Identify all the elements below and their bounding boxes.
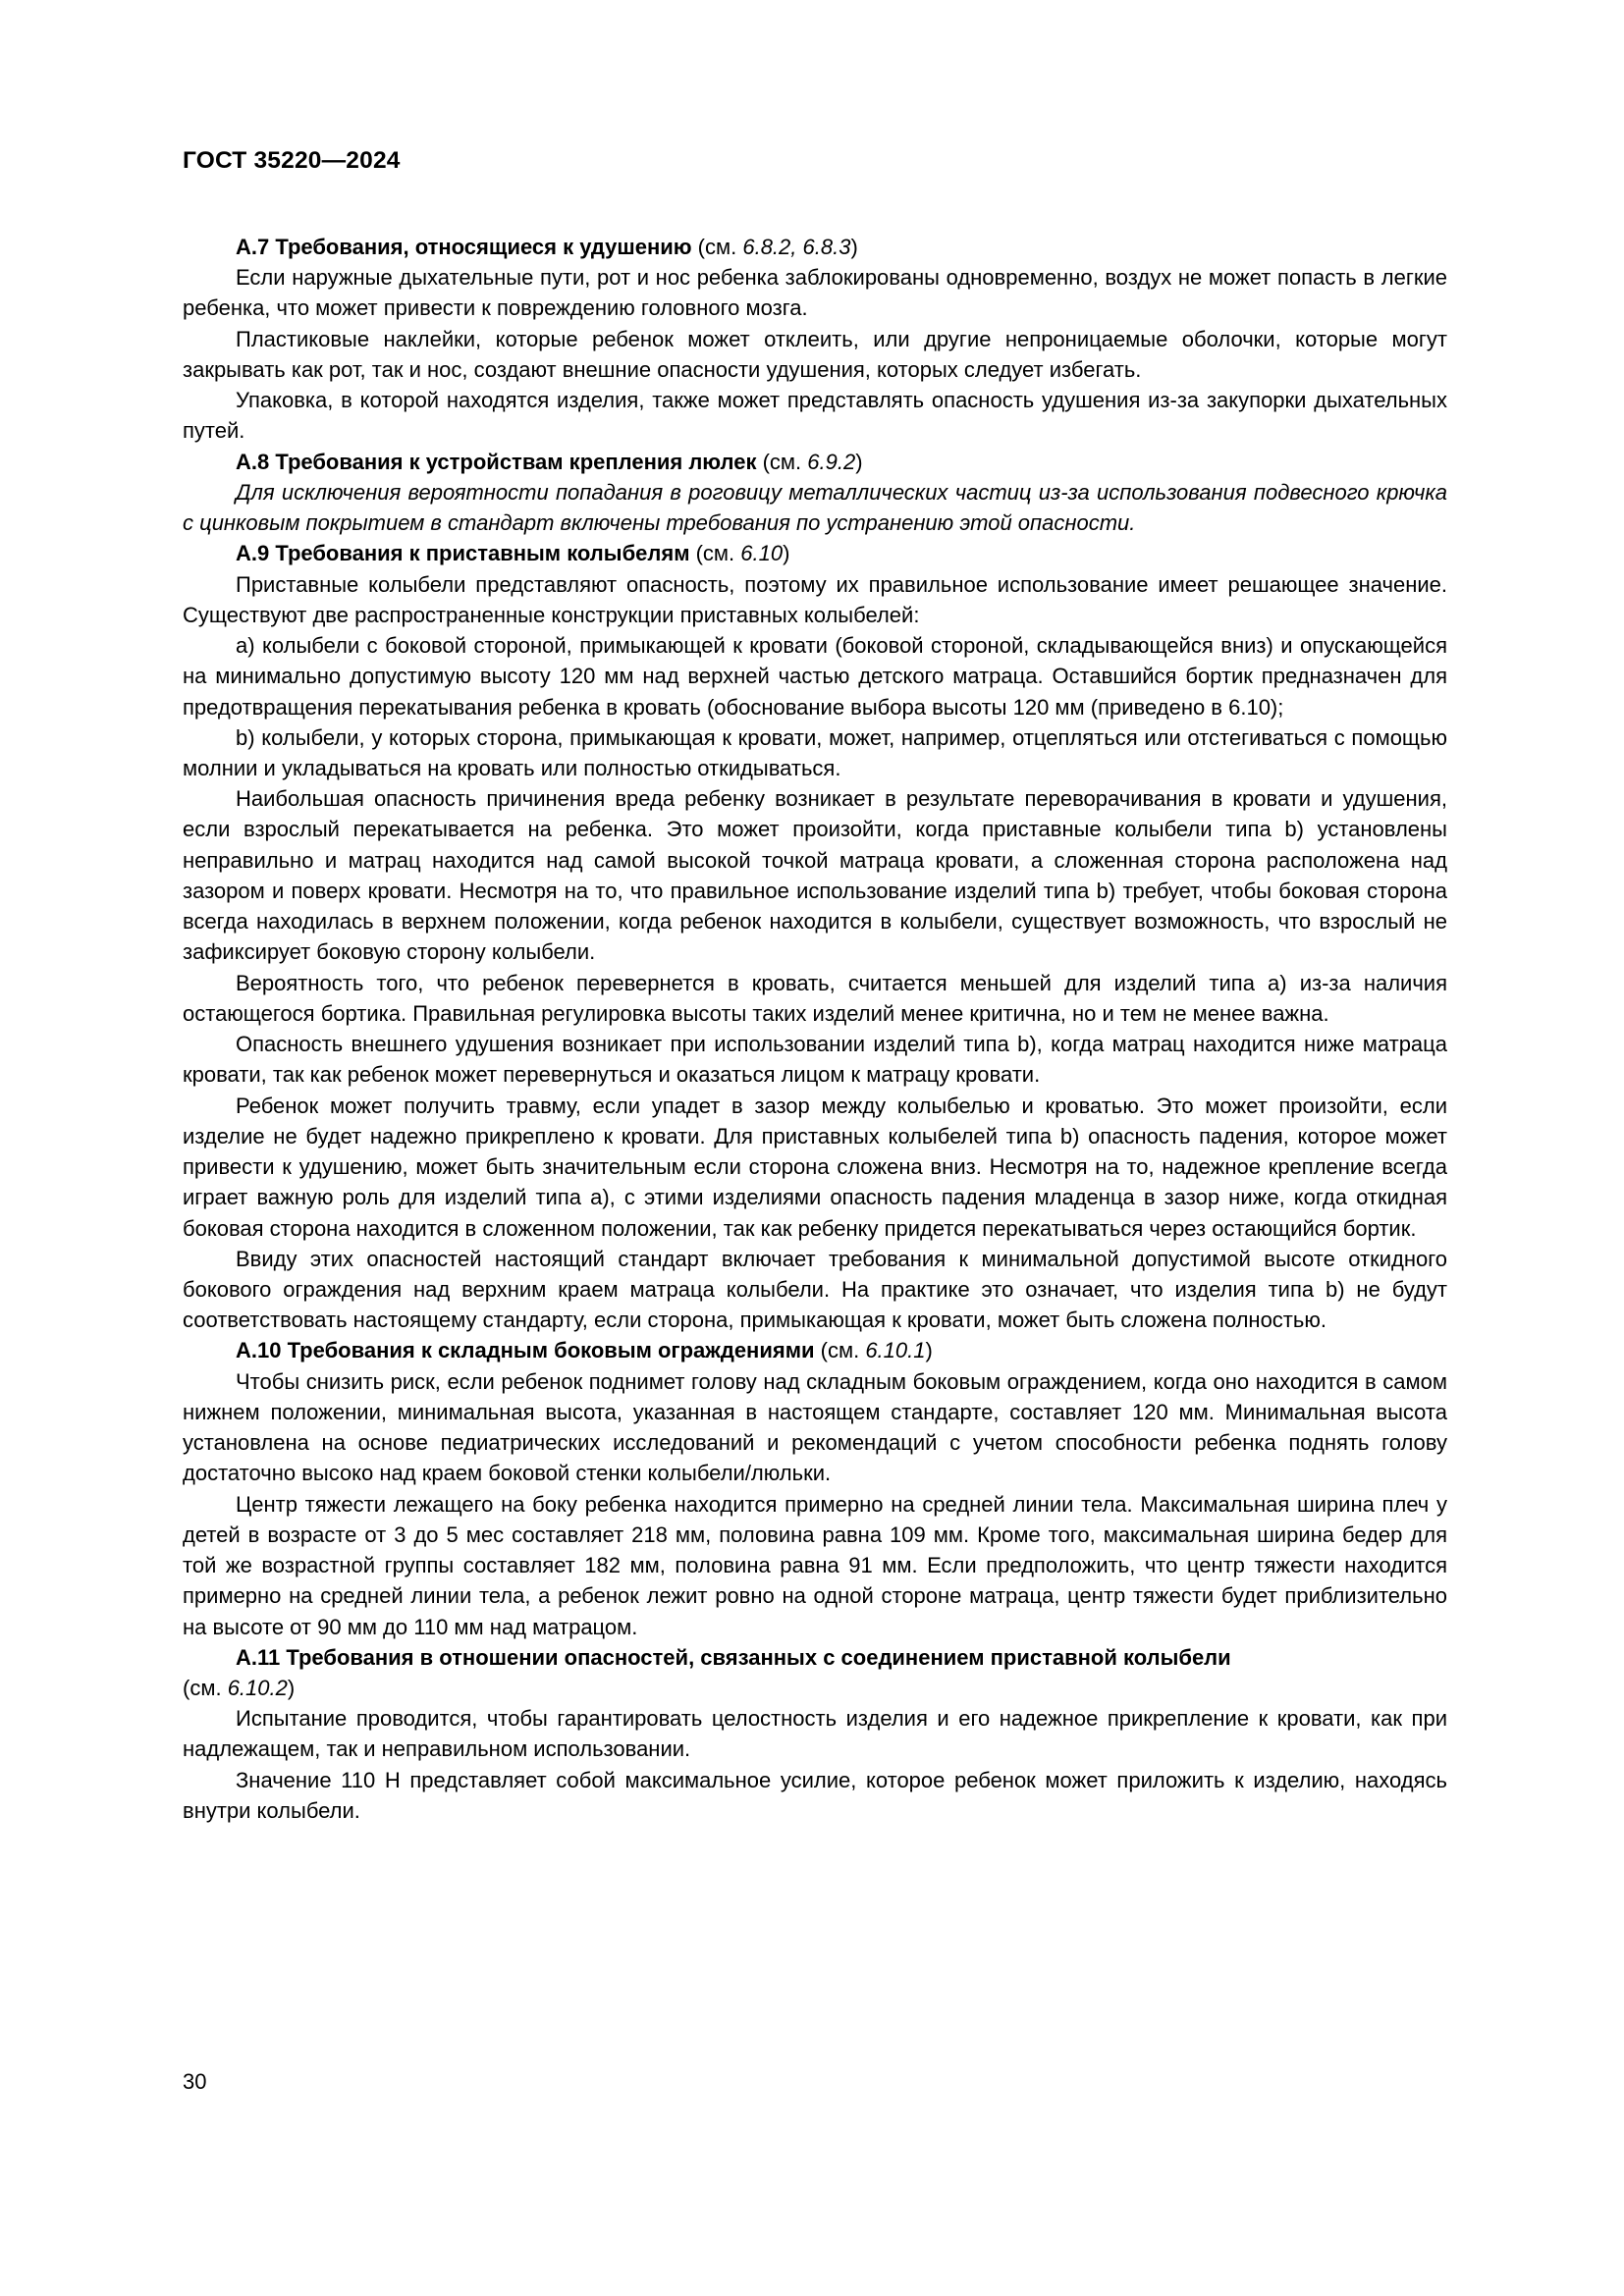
page-content (183, 147, 1447, 1826)
section-heading-a7 (183, 232, 1447, 262)
document-body (183, 232, 1447, 1826)
section-heading-a10-ref-end: ) (925, 1338, 933, 1363)
section-heading-a8-ref-end: ) (855, 449, 863, 474)
section-heading-a11-ref-end: ) (287, 1676, 296, 1701)
paragraph: Центр тяжести лежащего на боку ребенка находится примерно на средней линии тела. Максимальная ширина плеч у детей в возрасте от 3 до 5 мес составляет 218 мм, половина равна 109 мм. Кроме того, максимальная ширина бедер для той же возрастной группы составляет 182 мм, половина равна 91 мм. Если предположить, что центр тяжести находится примерно на средней линии тела, а ребенок лежит ровно на одной стороне матраца, центр тяжести будет приблизительно на высоте от 90 мм до 110 мм над матрацом. (183, 1491, 1447, 1639)
page-number: 30 (183, 2069, 207, 2094)
section-heading-a7-ref-end: ) (850, 235, 858, 259)
section-heading-a9-ref-end: ) (783, 541, 790, 566)
paragraph: b) колыбели, у которых сторона, примыкающая к кровати, может, например, отцепляться или отстегиваться с помощью молнии и укладываться на кровать или полностью откидываться. (183, 724, 1447, 780)
section-heading-a8-text: А.8 Требования к устройствам крепления люлек (236, 449, 757, 474)
paragraph: Испытание проводится, чтобы гарантировать целостность изделия и его надежное прикрепление к кровати, как при надлежащем, так и неправильном использовании. (183, 1706, 1447, 1762)
paragraph: Ввиду этих опасностей настоящий стандарт включает требования к минимальной допустимой высоте откидного бокового ограждения над верхним краем матраца колыбели. На практике это означает, что изделия типа b) не будут соответствовать настоящему стандарту, если сторона, примыкающая к кровати, может быть сложена полностью. (183, 1246, 1447, 1333)
section-heading-a11-text: А.11 Требования в отношении опасностей, связанных с соединением приставной колыбели (236, 1644, 1231, 1670)
paragraph: Ребенок может получить травму, если упадет в зазор между колыбелью и кроватью. Это может произойти, если изделие не будет надежно прикреплено к кровати. Для приставных колыбелей типа b) опасность падения, которое может привести к удушению, может быть значительным если сторона сложена вниз. Несмотря на то, надежное крепление всегда играет важную роль для изделий типа a), с этими изделиями опасность падения младенца в зазор ниже, когда откидная боковая сторона находится в сложенном положении, так как ребенку придется перекатываться через остающийся бортик. (183, 1093, 1447, 1241)
paragraph: Приставные колыбели представляют опасность, поэтому их правильное использование имеет решающее значение. Существуют две распространенные конструкции приставных колыбелей: (183, 571, 1447, 627)
paragraph: Вероятность того, что ребенок перевернется в кровать, считается меньшей для изделий типа a) из-за наличия остающегося бортика. Правильная регулировка высоты таких изделий менее критична, но и тем не менее важна. (183, 970, 1447, 1026)
paragraph: Если наружные дыхательные пути, рот и нос ребенка заблокированы одновременно, воздух не может попасть в легкие ребенка, что может привести к повреждению головного мозга. (183, 265, 1447, 321)
paragraph: Наибольшая опасность причинения вреда ребенку возникает в результате переворачивания в кровати и удушения, если взрослый перекатывается на ребенка. Это может произойти, когда приставные колыбели типа b) установлены неправильно и матрац находится над самой высокой точкой матраца кровати, а сложенная сторона расположена над зазором и поверх кровати. Несмотря на то, что правильное использование изделий типа b) требует, чтобы боковая сторона всегда находилась в верхнем положении, когда ребенок находится в колыбели, существует возможность, что взрослый не зафиксирует боковую сторону колыбели. (183, 786, 1447, 965)
section-heading-a9-ref-prefix: (см. (689, 541, 741, 566)
section-heading-a10 (183, 1335, 1447, 1365)
paragraph: Чтобы снизить риск, если ребенок поднимет голову над складным боковым ограждением, когда оно находится в самом нижнем положении, минимальная высота, указанная в настоящем стандарте, составляет 120 мм. Минимальная высота установлена на основе педиатрических исследований и рекомендаций с учетом способности ребенка поднять голову достаточно высоко над краем боковой стенки колыбели/люльки. (183, 1368, 1447, 1486)
paragraph: Упаковка, в которой находятся изделия, также может представлять опасность удушения из-за закупорки дыхательных путей. (183, 388, 1447, 444)
paragraph: a) колыбели с боковой стороной, примыкающей к кровати (боковой стороной, складывающейся вниз) и опускающейся на минимально допустимую высоту 120 мм над верхней частью детского матраца. Оставшийся бортик предназначен для предотвращения перекатывания ребенка в кровать (обоснование выбора высоты 120 мм (приведено в 6.10); (183, 633, 1447, 720)
section-heading-a7-text: А.7 Требования, относящиеся к удушению (236, 235, 692, 259)
section-heading-a9 (183, 538, 1447, 568)
section-heading-a11-ref: 6.10.2 (227, 1676, 288, 1701)
section-heading-a11 (183, 1642, 1447, 1673)
paragraph: Значение 110 Н представляет собой максимальное усилие, которое ребенок может приложить к изделию, находясь внутри колыбели. (183, 1767, 1447, 1823)
section-heading-a8 (183, 447, 1447, 477)
section-heading-a8-ref-prefix: (см. (756, 449, 808, 474)
section-heading-a9-ref: 6.10 (740, 541, 784, 566)
section-heading-a11-ref-line (183, 1673, 1447, 1703)
section-heading-a10-ref: 6.10.1 (865, 1338, 926, 1363)
section-heading-a8-ref: 6.9.2 (807, 449, 856, 474)
section-heading-a11-ref-prefix: (см. (183, 1676, 228, 1701)
section-heading-a10-ref-prefix: (см. (814, 1338, 866, 1363)
paragraph: Для исключения вероятности попадания в роговицу металлических частиц из-за использования подвесного крючка с цинковым покрытием в стандарт включены требования по устранению этой опасности. (183, 479, 1447, 536)
section-heading-a10-text: А.10 Требования к складным боковым ограждениями (236, 1338, 815, 1363)
section-heading-a7-ref-prefix: (см. (691, 235, 743, 259)
paragraph: Пластиковые наклейки, которые ребенок может отклеить, или другие непроницаемые оболочки, которые могут закрывать как рот, так и нос, создают внешние опасности удушения, которых следует избегать. (183, 326, 1447, 382)
section-heading-a7-ref: 6.8.2, 6.8.3 (742, 235, 851, 259)
document-header: ГОСТ 35220—2024 (183, 147, 401, 174)
section-heading-a9-text: А.9 Требования к приставным колыбелям (236, 541, 690, 566)
paragraph: Опасность внешнего удушения возникает при использовании изделий типа b), когда матрац находится ниже матраца кровати, так как ребенок может перевернуться и оказаться лицом к матрацу кровати. (183, 1032, 1447, 1088)
